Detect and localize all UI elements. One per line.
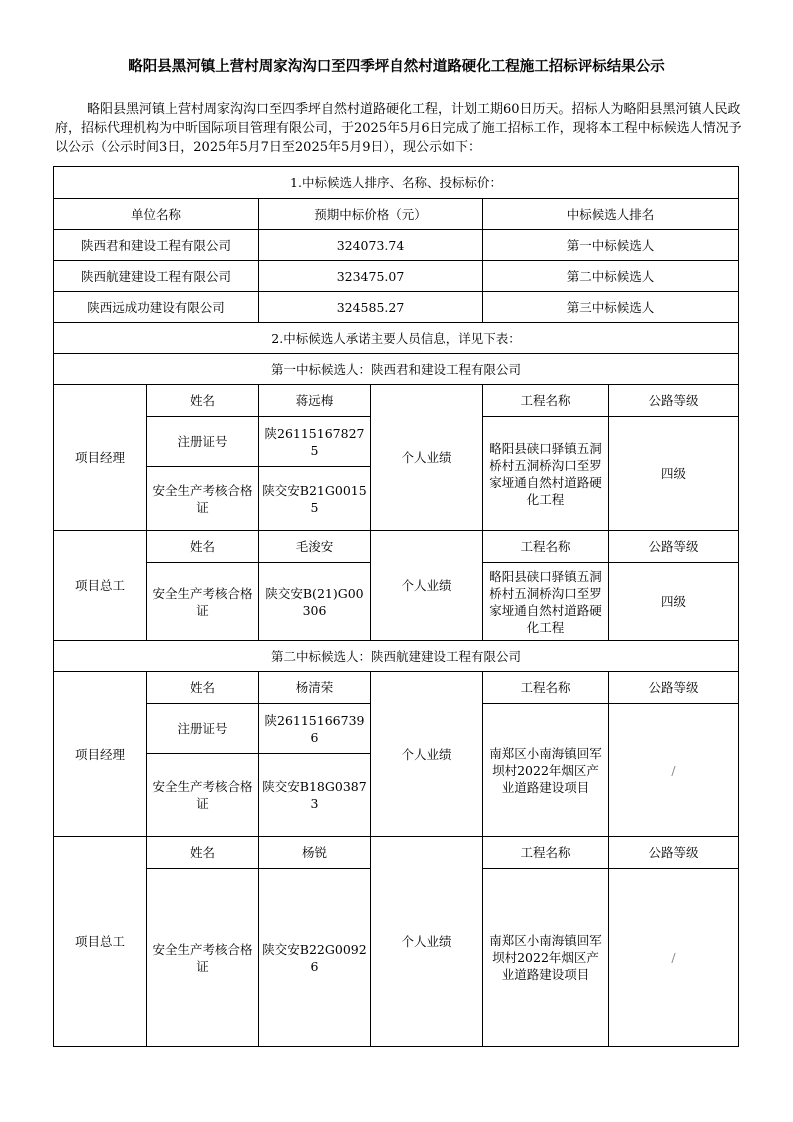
performance-label: 个人业绩 [371, 531, 483, 641]
candidate1-header-row [54, 354, 739, 385]
project-name-label: 工程名称 [483, 837, 609, 869]
header-price: 预期中标价格（元） [259, 199, 483, 230]
reg-cert-number: 陕261151667396 [259, 704, 371, 754]
project-name-label: 工程名称 [483, 672, 609, 704]
role-label: 项目总工 [54, 531, 147, 641]
road-grade: 四级 [609, 563, 739, 641]
road-grade: / [609, 869, 739, 1047]
reg-cert-label: 注册证号 [147, 417, 259, 467]
safety-cert-number: 陕交安B22G00926 [259, 869, 371, 1047]
role-label: 项目总工 [54, 837, 147, 1047]
role-label: 项目经理 [54, 385, 147, 531]
project-name: 略阳县硖口驿镇五洞桥村五洞桥沟口至罗家垭通自然村道路硬化工程 [483, 417, 609, 531]
project-name-label: 工程名称 [483, 531, 609, 563]
person-name: 毛浚安 [259, 531, 371, 563]
candidate-rank: 第二中标候选人 [483, 261, 739, 292]
page-title: 略阳县黑河镇上营村周家沟沟口至四季坪自然村道路硬化工程施工招标评标结果公示 [128, 59, 665, 75]
company-name: 陕西远成功建设有限公司 [54, 292, 259, 323]
project-name-label: 工程名称 [483, 385, 609, 417]
safety-cert-number: 陕交安B18G03873 [259, 754, 371, 837]
reg-cert-label: 注册证号 [147, 704, 259, 754]
person-name: 蒋远梅 [259, 385, 371, 417]
name-label: 姓名 [147, 385, 259, 417]
safety-cert-number: 陕交安B(21)G00306 [259, 563, 371, 641]
reg-cert-number: 陕261151678275 [259, 417, 371, 467]
performance-label: 个人业绩 [371, 672, 483, 837]
table-row [54, 230, 739, 261]
name-label: 姓名 [147, 672, 259, 704]
candidate-rank: 第一中标候选人 [483, 230, 739, 261]
project-name: 南郑区小南海镇回军坝村2022年烟区产业道路建设项目 [483, 704, 609, 837]
road-grade-label: 公路等级 [609, 385, 739, 417]
table-row [54, 261, 739, 292]
header-company: 单位名称 [54, 199, 259, 230]
section1-header-row [54, 199, 739, 230]
road-grade-label: 公路等级 [609, 837, 739, 869]
table-row [54, 672, 739, 704]
road-grade: 四级 [609, 417, 739, 531]
road-grade-label: 公路等级 [609, 672, 739, 704]
safety-cert-label: 安全生产考核合格证 [147, 869, 259, 1047]
candidate2-header-row [54, 641, 739, 672]
road-grade: / [609, 704, 739, 837]
header-rank: 中标候选人排名 [483, 199, 739, 230]
person-name: 杨清荣 [259, 672, 371, 704]
results-table [53, 166, 739, 1047]
name-label: 姓名 [147, 837, 259, 869]
bid-price: 323475.07 [259, 261, 483, 292]
intro-paragraph: 略阳县黑河镇上营村周家沟沟口至四季坪自然村道路硬化工程，计划工期60日历天。招标人为略阳县黑河镇人民政府，招标代理机构为中昕国际项目管理有限公司，于2025年5月6日完成了施工招标工作，现将本工程中标候选人情况予以公示（公示时间3日，2025年5月7日至2025年5月9日），现公示如下： [55, 102, 742, 155]
safety-cert-number: 陕交安B21G00155 [259, 467, 371, 531]
safety-cert-label: 安全生产考核合格证 [147, 754, 259, 837]
candidate-rank: 第三中标候选人 [483, 292, 739, 323]
section1-heading: 1.中标候选人排序、名称、投标标价： [54, 167, 739, 199]
project-name: 略阳县硖口驿镇五洞桥村五洞桥沟口至罗家垭通自然村道路硬化工程 [483, 563, 609, 641]
bid-price: 324585.27 [259, 292, 483, 323]
project-name: 南郑区小南海镇回军坝村2022年烟区产业道路建设项目 [483, 869, 609, 1047]
candidate2-header: 第二中标候选人：陕西航建建设工程有限公司 [54, 641, 739, 672]
safety-cert-label: 安全生产考核合格证 [147, 563, 259, 641]
section1-heading-row [54, 167, 739, 199]
name-label: 姓名 [147, 531, 259, 563]
table-row [54, 531, 739, 563]
person-name: 杨锐 [259, 837, 371, 869]
performance-label: 个人业绩 [371, 385, 483, 531]
section2-heading-row [54, 323, 739, 354]
role-label: 项目经理 [54, 672, 147, 837]
company-name: 陕西君和建设工程有限公司 [54, 230, 259, 261]
table-row [54, 837, 739, 869]
safety-cert-label: 安全生产考核合格证 [147, 467, 259, 531]
section2-heading: 2.中标候选人承诺主要人员信息，详见下表： [54, 323, 739, 354]
table-row [54, 385, 739, 417]
company-name: 陕西航建建设工程有限公司 [54, 261, 259, 292]
candidate1-header: 第一中标候选人：陕西君和建设工程有限公司 [54, 354, 739, 385]
performance-label: 个人业绩 [371, 837, 483, 1047]
road-grade-label: 公路等级 [609, 531, 739, 563]
table-row [54, 292, 739, 323]
bid-price: 324073.74 [259, 230, 483, 261]
